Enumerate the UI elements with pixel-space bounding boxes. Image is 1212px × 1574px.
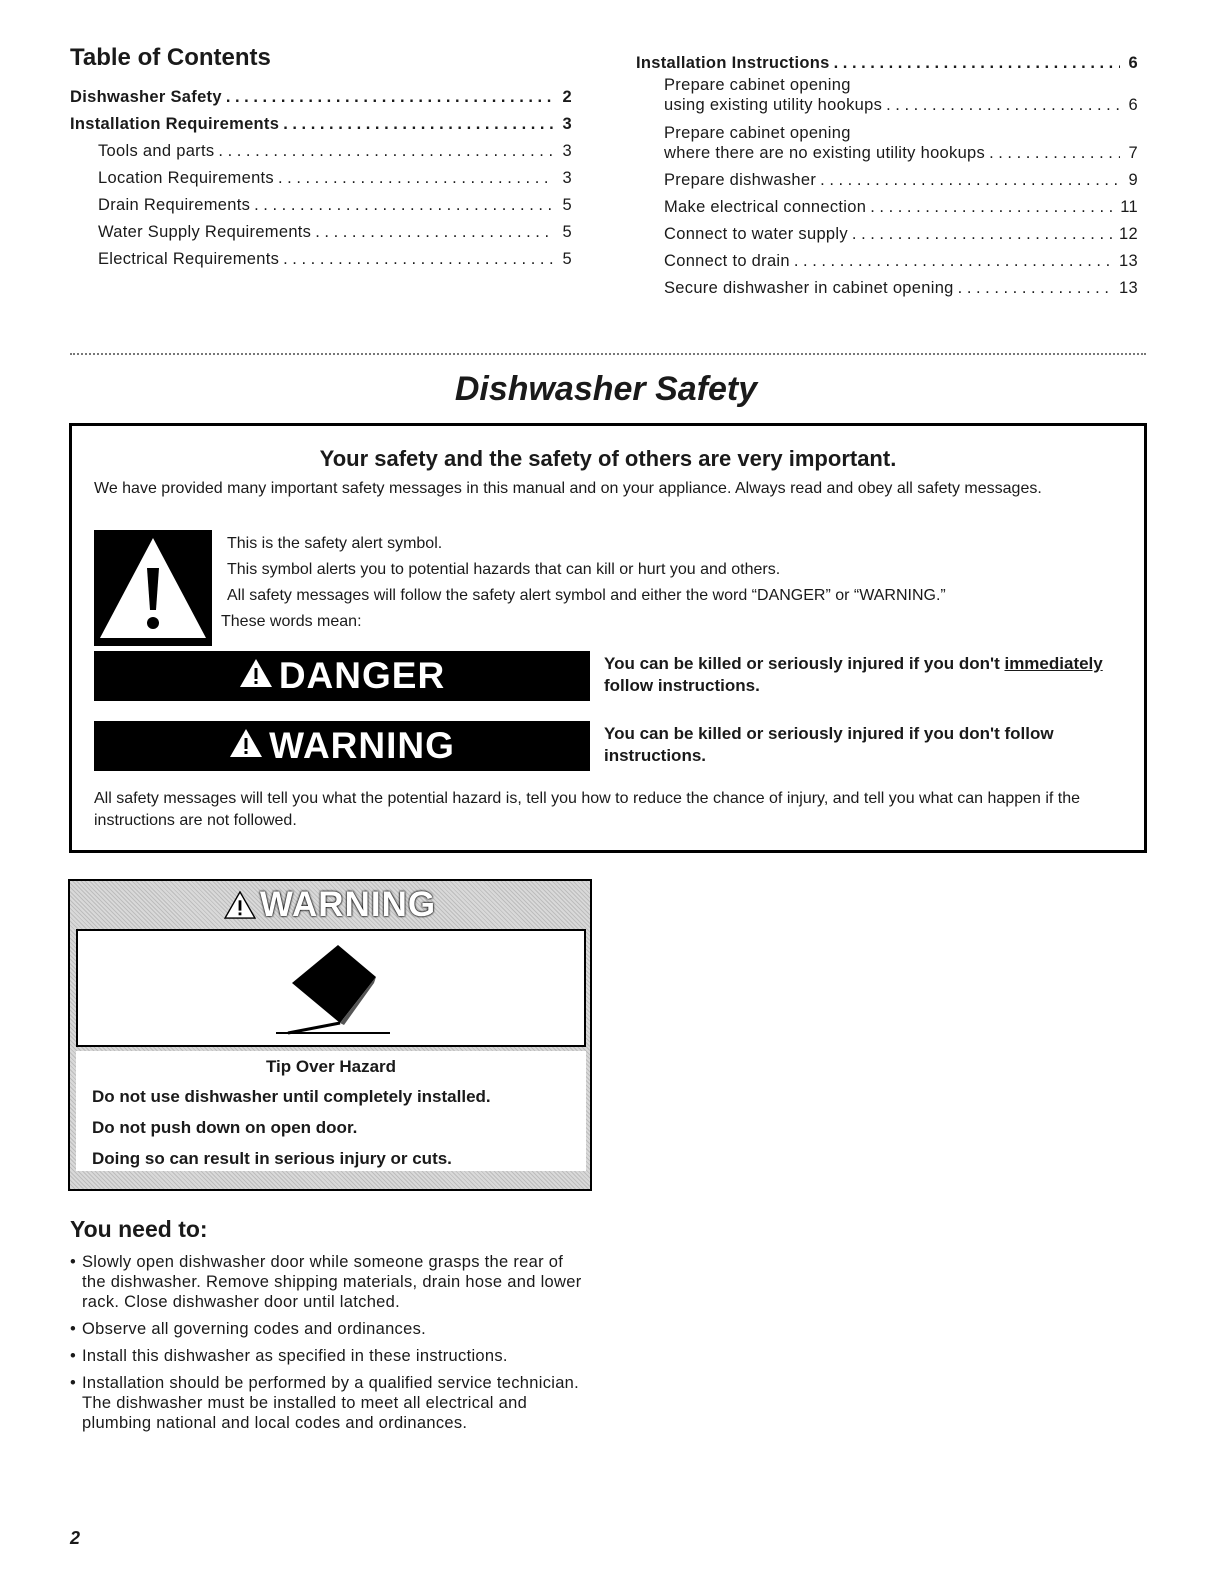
bullet-icon: •: [70, 1347, 77, 1365]
toc-entry[interactable]: [70, 161, 572, 188]
toc-label: Electrical Requirements: [98, 250, 280, 268]
warning-label: WARNING: [269, 725, 455, 766]
warning-line: Doing so can result in serious injury or cuts.: [92, 1149, 452, 1168]
toc-label: Secure dishwasher in cabinet opening: [664, 279, 954, 297]
danger-description: You can be killed or seriously injured if you don't immediately follow instructions.: [604, 654, 1103, 695]
toc-entry[interactable]: [636, 123, 1138, 163]
toc-label: Location Requirements: [98, 169, 274, 187]
hazard-title: Tip Over Hazard: [265, 1057, 397, 1076]
tip-over-warning-box: [68, 879, 592, 1191]
toc-entry[interactable]: [636, 244, 1138, 271]
toc-page: 3: [562, 169, 572, 187]
bullet-icon: •: [70, 1253, 77, 1271]
list-item: • Slowly open dishwasher door while someone grasps the rear of the dishwasher. Remove shipping materials, drain hose and lower rack. Close dishwasher door until latched.: [70, 1253, 582, 1311]
warning-triangle-icon: [224, 891, 256, 919]
warning-label: WARNING: [259, 885, 437, 924]
danger-label: DANGER: [278, 655, 446, 696]
toc-page: 5: [562, 196, 572, 214]
toc-label: Water Supply Requirements: [98, 223, 312, 241]
you-need-to-heading: You need to:: [70, 1216, 208, 1242]
warning-triangle-icon: [239, 655, 273, 697]
bullet-icon: •: [70, 1320, 77, 1338]
toc-page: 5: [562, 223, 572, 241]
toc-label: Dishwasher Safety: [70, 88, 222, 106]
danger-badge: [94, 651, 590, 701]
toc-page: 5: [562, 250, 572, 268]
toc-page: 2: [562, 88, 572, 106]
toc-entry[interactable]: [70, 215, 572, 242]
alert-line: All safety messages will follow the safety alert symbol and either the word “DANGER” or “WARNING.”: [227, 587, 946, 604]
toc-page: 9: [1128, 171, 1138, 189]
toc-label: Installation Instructions: [636, 54, 830, 72]
safety-intro: We have provided many important safety messages in this manual and on your appliance. Always read and obey all safety messages.: [94, 480, 1042, 497]
alert-line: This symbol alerts you to potential hazards that can kill or hurt you and others.: [227, 561, 781, 578]
page-number: 2: [70, 1528, 81, 1548]
toc-entry[interactable]: [636, 163, 1138, 190]
toc-label: Prepare dishwasher: [664, 171, 817, 189]
toc-title: Table of Contents: [70, 44, 271, 71]
toc-entry[interactable]: [70, 242, 572, 269]
toc-entry[interactable]: [636, 217, 1138, 244]
toc-entry[interactable]: [636, 271, 1138, 298]
toc-entry[interactable]: [70, 80, 572, 107]
alert-line: These words mean:: [221, 613, 362, 630]
toc-page: 7: [1128, 144, 1138, 162]
toc-label: using existing utility hookups: [664, 96, 883, 114]
alert-symbol-description: [221, 535, 946, 639]
toc-page: 3: [562, 142, 572, 160]
toc-page: 6: [1128, 96, 1138, 114]
toc-label: Tools and parts: [98, 142, 215, 160]
section-divider: [70, 353, 1146, 355]
toc-entry[interactable]: [70, 188, 572, 215]
safety-alert-icon: [94, 530, 212, 646]
warning-message: [76, 1051, 586, 1171]
alert-line: This is the safety alert symbol.: [227, 535, 443, 552]
toc-label: where there are no existing utility hookups: [664, 144, 986, 162]
toc-left-column: [70, 80, 572, 269]
warning-header: [70, 881, 590, 929]
toc-entry[interactable]: [70, 134, 572, 161]
toc-label: Installation Requirements: [70, 115, 280, 133]
toc-page: 3: [562, 115, 572, 133]
toc-label: Drain Requirements: [98, 196, 251, 214]
warning-badge: [94, 721, 590, 771]
toc-label-line1: Prepare cabinet opening: [664, 124, 851, 142]
list-item: • Install this dishwasher as specified in these instructions.: [70, 1347, 508, 1365]
bullet-icon: •: [70, 1374, 77, 1392]
toc-right-column: [636, 46, 1138, 298]
toc-entry[interactable]: [636, 190, 1138, 217]
toc-label-line1: Prepare cabinet opening: [664, 76, 851, 94]
toc-page: 13: [1119, 279, 1138, 297]
safety-heading: Your safety and the safety of others are very important.: [319, 446, 897, 471]
section-title: Dishwasher Safety: [454, 370, 758, 408]
you-need-to-list: [70, 1252, 590, 1440]
toc-label: Connect to water supply: [664, 225, 848, 243]
toc-label: Make electrical connection: [664, 198, 867, 216]
toc-page: 11: [1120, 198, 1138, 216]
list-item: • Observe all governing codes and ordinances.: [70, 1320, 427, 1338]
warning-triangle-icon: [229, 725, 263, 767]
toc-entry[interactable]: [636, 75, 1138, 115]
toc-page: 13: [1119, 252, 1138, 270]
warning-line: Do not push down on open door.: [92, 1118, 358, 1137]
safety-info-box: [69, 423, 1147, 853]
toc-page: 6: [1128, 54, 1138, 72]
list-item: • Installation should be performed by a qualified service technician. The dishwasher must be installed to meet all electrical and plumbing national and local codes and ordinances.: [70, 1374, 580, 1432]
tip-over-hazard-icon: [76, 929, 586, 1047]
toc-entry[interactable]: [636, 46, 1138, 73]
warning-description: You can be killed or seriously injured if you don't follow instructions.: [604, 724, 1054, 765]
warning-line: Do not use dishwasher until completely installed.: [92, 1087, 491, 1106]
toc-label: Connect to drain: [664, 252, 790, 270]
safety-footer: All safety messages will tell you what the potential hazard is, tell you how to reduce the chance of injury, and tell you what can happen if the instructions are not followed.: [94, 790, 1081, 829]
toc-page: 12: [1119, 225, 1138, 243]
toc-entry[interactable]: [70, 107, 572, 134]
